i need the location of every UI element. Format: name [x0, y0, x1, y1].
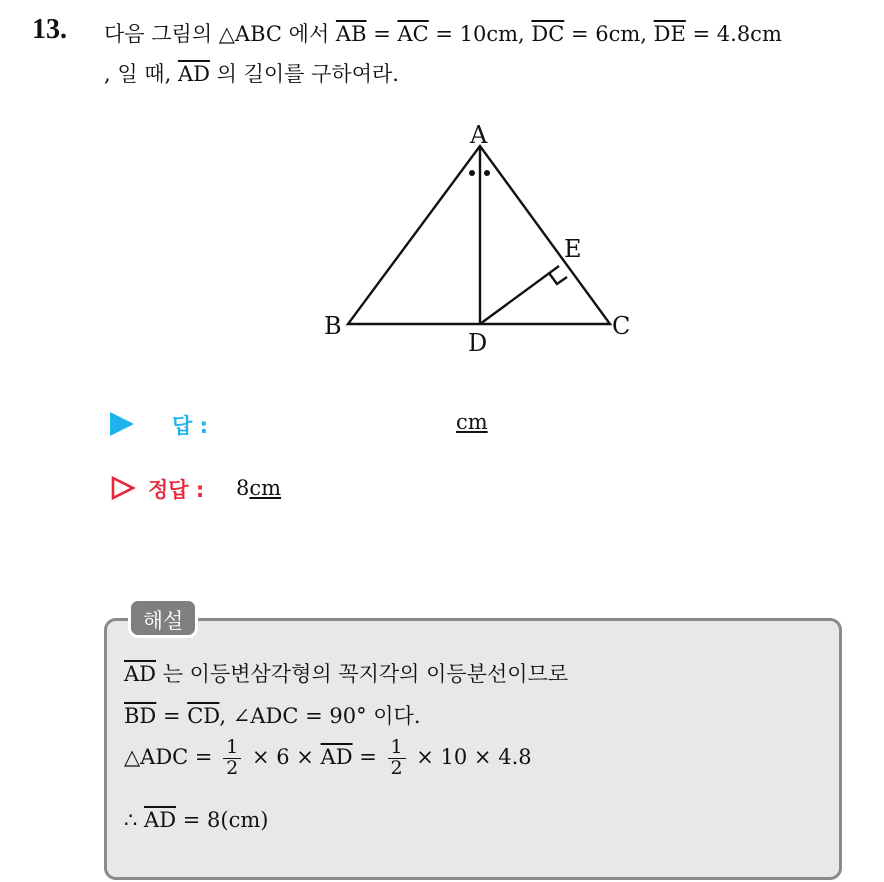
label-e: E — [564, 235, 582, 263]
segment-dc: $\overline{DC}$ — [531, 22, 565, 46]
segment-ab: $\overline{AB}$ — [335, 22, 367, 46]
play-triangle-icon — [110, 412, 134, 436]
correct-answer-label: 정답 : — [148, 478, 205, 502]
solution-line2: $\overline{BD} = \overline{CD}$, ∠ADC = 90° 이다. — [124, 704, 421, 728]
segment-de-line — [480, 266, 559, 324]
answer-unit: cm — [456, 410, 488, 434]
segment-ac: $\overline{AC}$ — [397, 22, 429, 46]
solution-line3: △ADC = $\frac{1}{2}$ × $6 \times \overline{AD}$ = $\frac{1}{2}$ × 10 × 4.8 — [124, 736, 532, 779]
solution-line4: ∴ $\overline{AD} = 8(cm)$ — [124, 808, 269, 832]
question-number: 13. — [32, 14, 67, 45]
triangle-figure — [310, 112, 650, 362]
answer-label: 답 : — [172, 414, 208, 438]
question-text-line2: , 일 때, $\overline{AD}$ 의 길이를 구하여라. — [104, 62, 399, 86]
outline-triangle-icon — [110, 475, 136, 501]
angle-mark-dot-left — [469, 170, 475, 176]
angle-mark-dot-right — [484, 170, 490, 176]
correct-answer-value: 8cm — [236, 476, 282, 500]
solution-tag: 해설 — [128, 598, 198, 638]
label-a: A — [470, 121, 488, 149]
label-c: C — [612, 312, 631, 340]
label-b: B — [324, 312, 342, 340]
label-d: D — [468, 329, 488, 357]
fraction-half-2: $\frac{1}{2}$ — [388, 738, 406, 779]
fraction-half: $\frac{1}{2}$ — [223, 738, 241, 779]
question-text-line1: 다음 그림의 △ABC 에서 $\overline{AB} = \overline{AC} = 10cm$, $\overline{DC} = 6cm$, $\overline{DE} = 4.8cm$ — [104, 22, 782, 46]
segment-ad: $\overline{AD}$ — [177, 62, 210, 86]
right-angle-mark — [549, 273, 567, 284]
segment-de: $\overline{DE}$ — [653, 22, 686, 46]
correct-answer-row — [110, 474, 282, 502]
answer-row — [110, 410, 488, 438]
solution-line1: $\overline{AD}$ 는 이등변삼각형의 꼭지각의 이등분선이므로 — [124, 662, 569, 686]
